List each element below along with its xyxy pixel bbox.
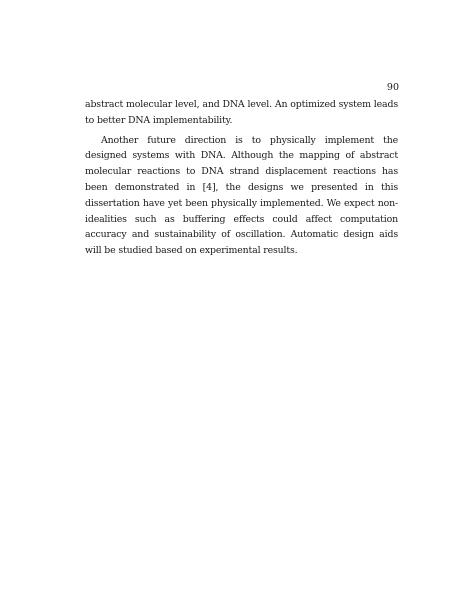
paragraph-continuation: abstract molecular level, and DNA level. An optimized system leads to better DNA implementability. [85,99,398,126]
body-text [85,97,398,259]
paragraph-future-direction: Another future direction is to physically implement the designed systems with DNA. Although the mapping of abstract molecular reactions to DNA strand displacement reactions has been demonstrated in [4], the designs we presented in this dissertation have yet been physically implemented. We expect non-idealities such as buffering effects could affect computation accuracy and sustainability of oscillation. Automatic design aids will be studied based on experimental results. [85,134,398,257]
page-number: 90 [386,82,399,93]
